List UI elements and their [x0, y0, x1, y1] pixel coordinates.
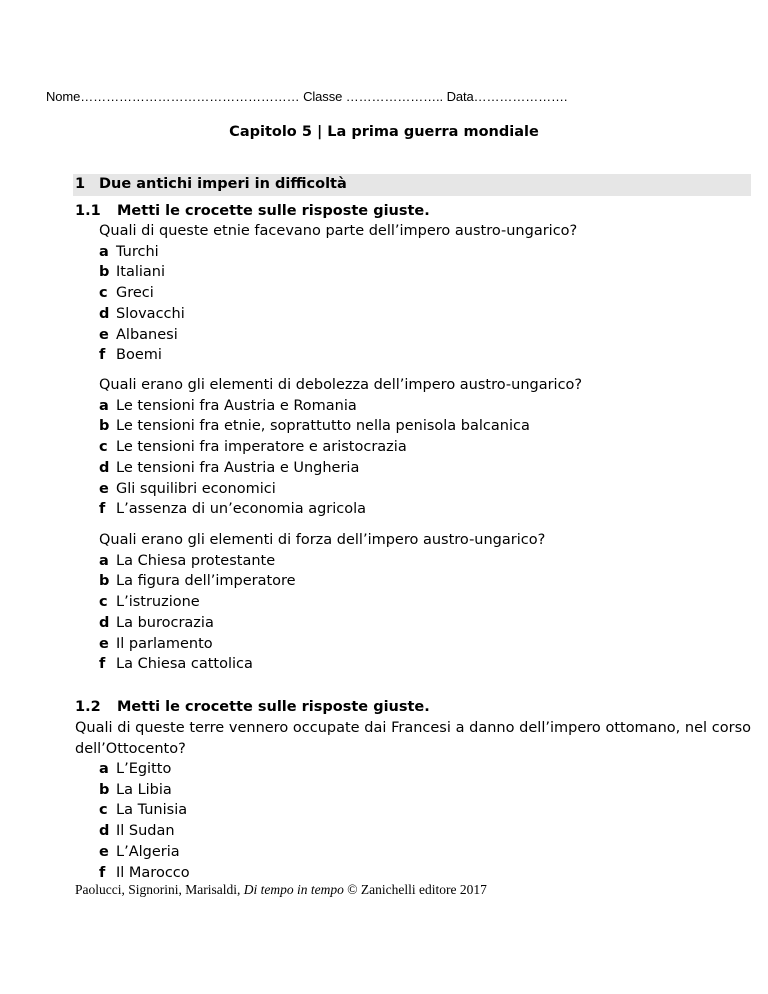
answer-option[interactable]: b Italiani: [99, 264, 166, 281]
answer-option[interactable]: d Il Sudan: [99, 823, 175, 840]
question-block-4: [99, 759, 190, 883]
answer-option[interactable]: e Il parlamento: [99, 635, 213, 652]
answer-option[interactable]: c Le tensioni fra imperatore e aristocrazia: [99, 439, 407, 456]
footer-credit: [75, 882, 487, 898]
answer-option[interactable]: a Le tensioni fra Austria e Romania: [99, 397, 357, 414]
answer-option[interactable]: a La Chiesa protestante: [99, 552, 276, 569]
section-heading: [75, 176, 347, 192]
question-text: Quali di queste terre vennero occupate dai Francesi a danno dell’impero ottomano, nel corso dell’Ottocento?: [75, 720, 751, 757]
section-title: Due antichi imperi in difficoltà: [99, 176, 347, 192]
answer-option[interactable]: e Albanesi: [99, 326, 178, 343]
answer-option[interactable]: a Turchi: [99, 243, 159, 260]
answer-option[interactable]: d Le tensioni fra Austria e Ungheria: [99, 459, 360, 476]
answer-option[interactable]: c Greci: [99, 285, 154, 302]
answer-option[interactable]: f L’assenza di un’economia agricola: [99, 501, 367, 518]
answer-option[interactable]: c L’istruzione: [99, 594, 200, 611]
answer-option[interactable]: f La Chiesa cattolica: [99, 656, 253, 673]
answer-option[interactable]: d La burocrazia: [99, 614, 214, 631]
answer-option[interactable]: c La Tunisia: [99, 802, 188, 819]
exercise-instruction: Metti le crocette sulle risposte giuste.: [117, 203, 430, 219]
chapter-title: Capitolo 5 | La prima guerra mondiale: [229, 124, 539, 140]
answer-option[interactable]: b La Libia: [99, 781, 172, 798]
exercise-1-2-heading: [75, 699, 430, 715]
answer-option[interactable]: f Boemi: [99, 347, 162, 364]
question-block-3: [99, 530, 545, 675]
answer-option[interactable]: b Le tensioni fra etnie, soprattutto nella penisola balcanica: [99, 418, 530, 435]
footer-book-title: Di tempo in tempo: [243, 882, 344, 897]
exercise-number: 1.2: [75, 699, 101, 715]
answer-option[interactable]: d Slovacchi: [99, 305, 185, 322]
answer-option[interactable]: b La figura dell’imperatore: [99, 573, 296, 590]
footer-authors: Paolucci, Signorini, Marisaldi,: [75, 882, 244, 897]
footer-publisher: © Zanichelli editore 2017: [343, 882, 487, 897]
answer-option[interactable]: e L’Algeria: [99, 843, 180, 860]
question-block-1: [99, 221, 577, 366]
exercise-instruction: Metti le crocette sulle risposte giuste.: [117, 699, 430, 715]
question-text: Quali erano gli elementi di forza dell’impero austro-ungarico?: [99, 532, 546, 548]
exercise-1-1-heading: [75, 203, 430, 219]
answer-option[interactable]: e Gli squilibri economici: [99, 480, 276, 497]
answer-option[interactable]: f Il Marocco: [99, 864, 190, 881]
section-number: 1: [75, 176, 86, 192]
exercise-number: 1.1: [75, 203, 101, 219]
answer-option[interactable]: a L’Egitto: [99, 761, 172, 777]
question-text: Quali erano gli elementi di debolezza dell’impero austro-ungarico?: [99, 377, 583, 393]
question-block-2: [99, 375, 582, 520]
question-text: Quali di queste etnie facevano parte dell’impero austro-ungarico?: [99, 223, 578, 239]
name-class-date-line: Nome…………………………………………… Classe ………………….. Data………………….: [46, 89, 568, 104]
